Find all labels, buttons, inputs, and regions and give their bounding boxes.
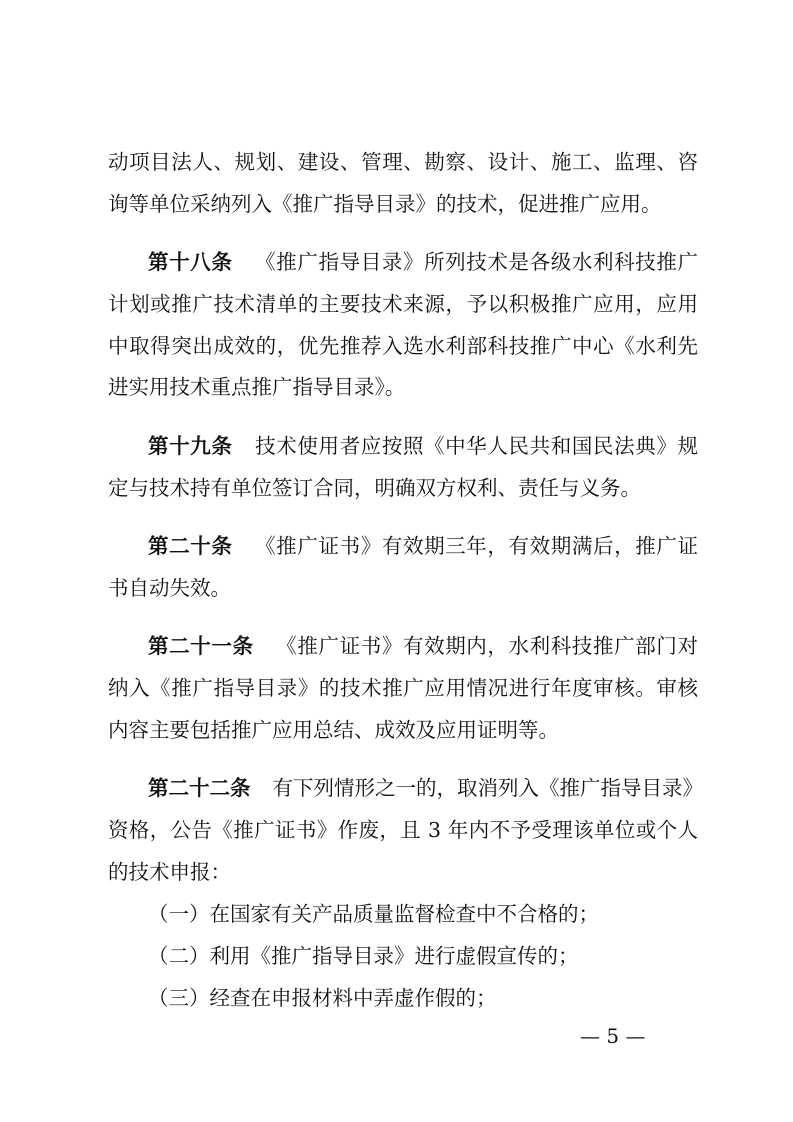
- body-line: 进实用技术重点推广指导目录》。: [108, 375, 406, 399]
- article-heading: 第十八条: [148, 250, 233, 274]
- body-line: 定与技术持有单位签订合同，明确双方权利、责任与义务。: [108, 476, 641, 500]
- list-item: （二）利用《推广指导目录》进行虚假宣传的；: [148, 944, 579, 968]
- article-text: 有下列情形之一的，取消列入《推广指导目录》: [272, 776, 703, 800]
- article-text: 《推广指导目录》所列技术是各级水利科技推广: [254, 250, 699, 274]
- article-20: [108, 531, 698, 561]
- article-21: [108, 631, 698, 661]
- body-line: 书自动失效。: [108, 576, 231, 600]
- article-heading: 第十九条: [148, 434, 233, 458]
- article-22: [108, 773, 703, 803]
- body-line: 资格，公告《推广证书》作废，且 3 年内不予受理该单位或个人: [108, 818, 698, 842]
- article-19: [108, 431, 698, 461]
- list-item: （三）经查在申报材料中弄虚作假的；: [148, 986, 497, 1010]
- body-line: 纳入《推广指导目录》的技术推广应用情况进行年度审核。审核: [108, 676, 698, 700]
- article-text: 技术使用者应按照《中华人民共和国民法典》规: [254, 434, 699, 458]
- article-heading: 第二十条: [148, 534, 233, 558]
- article-text: 《推广证书》有效期内，水利科技推广部门对: [275, 634, 699, 658]
- page-number: — 5 —: [580, 1024, 646, 1048]
- article-heading: 第二十一条: [148, 634, 254, 658]
- article-text: 《推广证书》有效期三年，有效期满后，推广证: [254, 534, 699, 558]
- body-line: 内容主要包括推广应用总结、成效及应用证明等。: [108, 718, 559, 742]
- body-line: 计划或推广技术清单的主要技术来源，予以积极推广应用，应用: [108, 292, 698, 316]
- article-heading: 第二十二条: [148, 776, 251, 800]
- article-18: [108, 247, 698, 277]
- body-line: 动项目法人、规划、建设、管理、勘察、设计、施工、监理、咨: [108, 150, 698, 174]
- body-line: 中取得突出成效的，优先推荐入选水利部科技推广中心《水利先: [108, 334, 698, 358]
- list-item: （一）在国家有关产品质量监督检查中不合格的；: [148, 902, 599, 926]
- body-line: 的技术申报：: [108, 860, 231, 884]
- body-line: 询等单位采纳列入《推广指导目录》的技术，促进推广应用。: [108, 192, 662, 216]
